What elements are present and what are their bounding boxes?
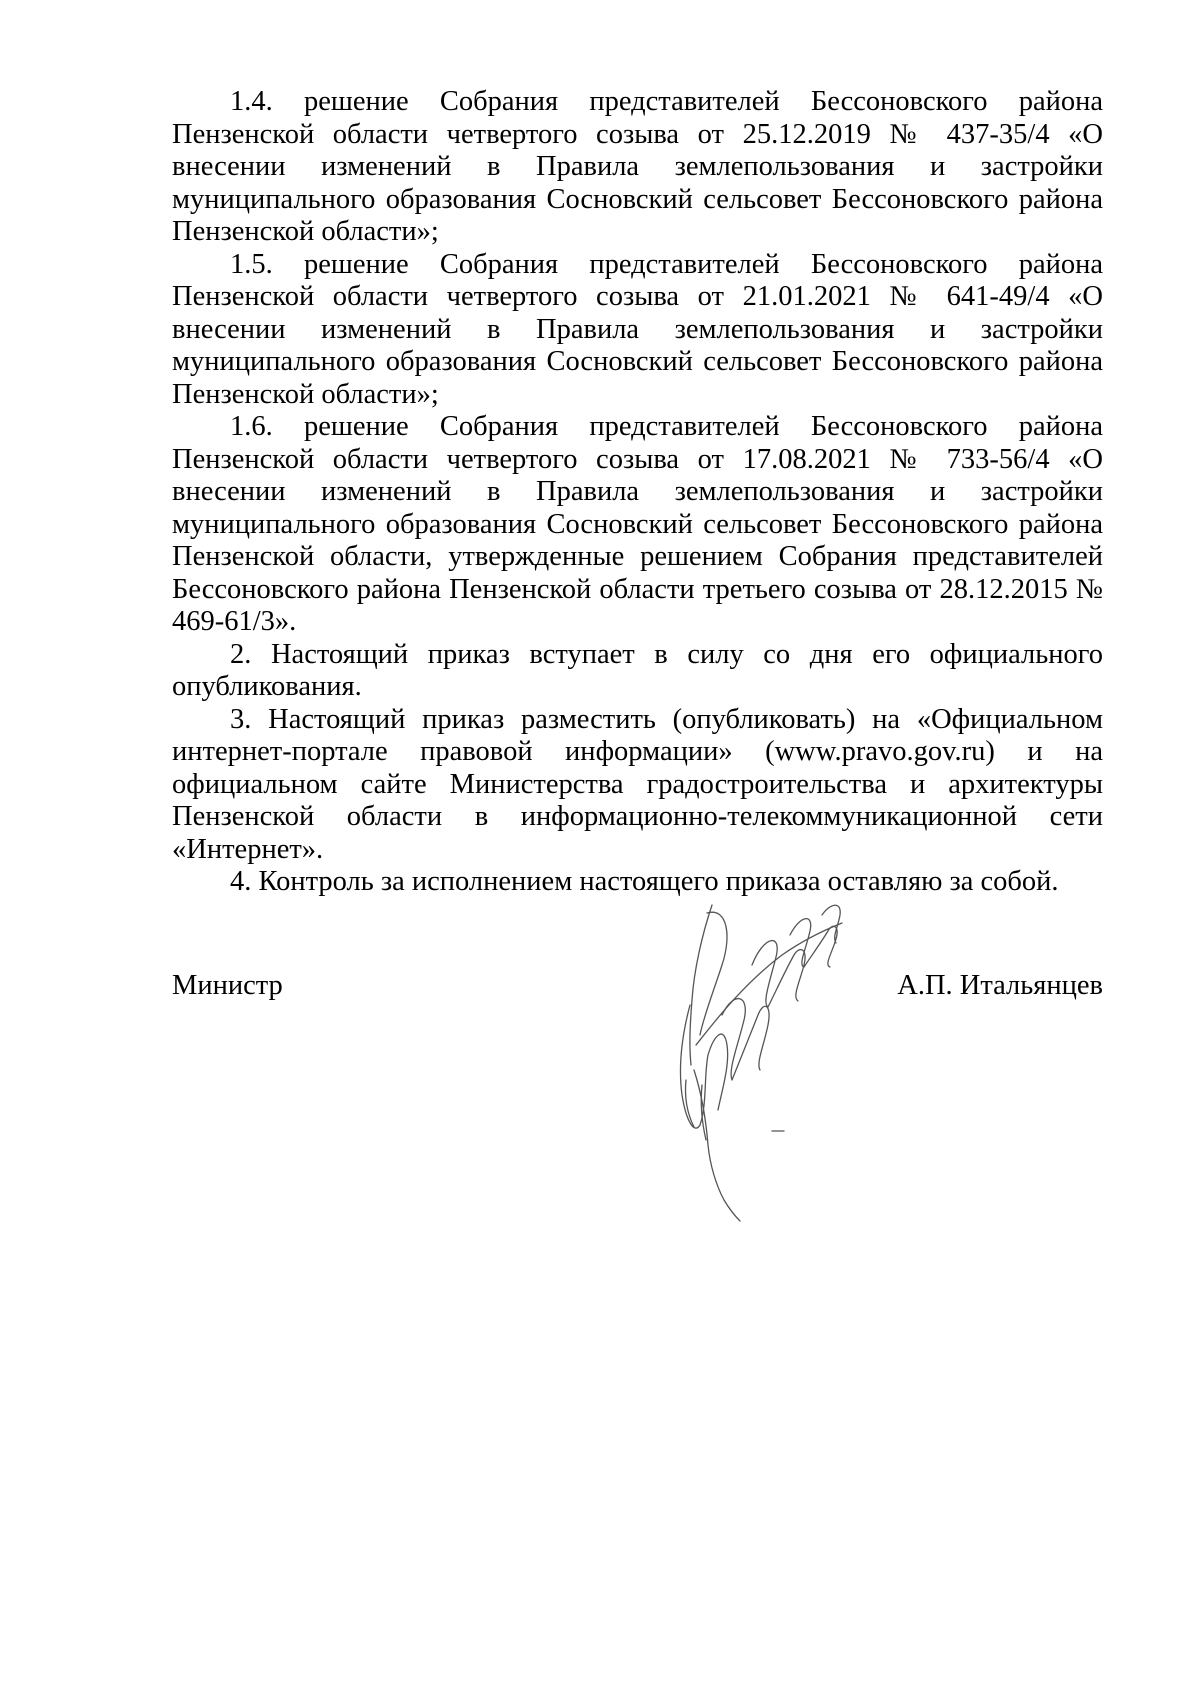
- paragraph-1-5: 1.5. решение Собрания представителей Бессоновского района Пензенской области четвертого созыва от 21.01.2021 № 641-49/4 «О внесении изменений в Правила землепользования и застройки муниципального образования Сосновский сельсовет Бессоновского района Пензенской области»;: [172, 248, 1103, 410]
- paragraph-1-6: 1.6. решение Собрания представителей Бессоновского района Пензенской области четвертого созыва от 17.08.2021 № 733-56/4 «О внесении изменений в Правила землепользования и застройки муниципального образования Сосновский сельсовет Бессоновского района Пензенской области, утвержденные решением Собрания представителей Бессоновского района Пензенской области третьего созыва от 28.12.2015 № 469-61/3».: [172, 411, 1103, 637]
- document-body: [172, 86, 1103, 899]
- paragraph-1-4: 1.4. решение Собрания представителей Бессоновского района Пензенской области четвертого созыва от 25.12.2019 № 437-35/4 «О внесении изменений в Правила землепользования и застройки муниципального образования Сосновский сельсовет Бессоновского района Пензенской области»;: [172, 86, 1103, 247]
- handwritten-signature: [672, 895, 852, 1225]
- signatory-name: А.П. Итальянцев: [897, 970, 1103, 1001]
- paragraph-4: 4. Контроль за исполнением настоящего приказа оставляю за собой.: [230, 866, 1059, 897]
- signature-block: [172, 966, 1103, 1006]
- signatory-title: Министр: [172, 970, 283, 1001]
- paragraph-3: 3. Настоящий приказ разместить (опубликовать) на «Официальном интернет-портале правовой информации» (www.pravo.gov.ru) и на официальном сайте Министерства градостроительства и архитектуры Пензенской области в информационно-телекоммуникационной сети «Интернет».: [172, 703, 1103, 865]
- paragraph-2: 2. Настоящий приказ вступает в силу со дня его официального опубликования.: [172, 638, 1103, 702]
